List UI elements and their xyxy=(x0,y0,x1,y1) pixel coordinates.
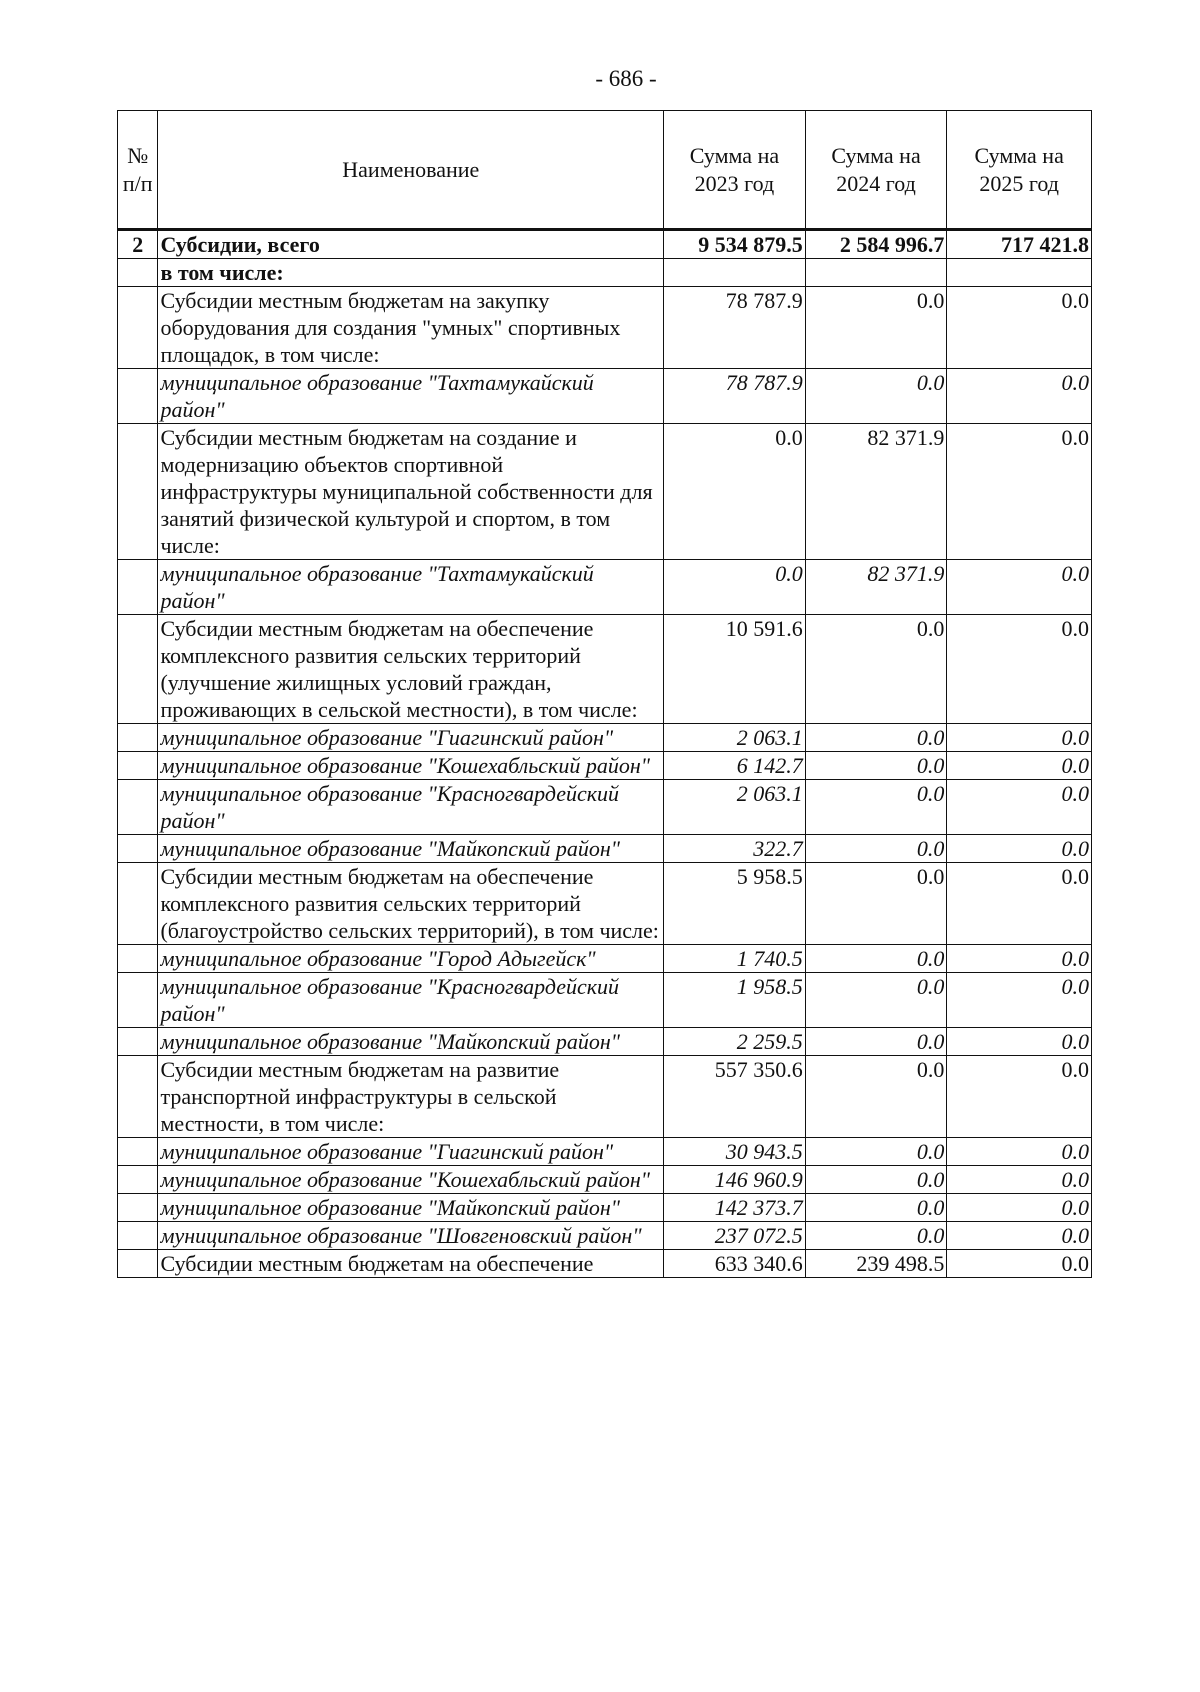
amount-2023: 78 787.9 xyxy=(664,287,806,369)
amount-2023: 2 063.1 xyxy=(664,780,806,835)
amount-2023: 557 350.6 xyxy=(664,1056,806,1138)
table-row xyxy=(118,1166,1092,1194)
row-name: муниципальное образование "Кошехабльский район" xyxy=(158,752,664,780)
amount-2023: 2 259.5 xyxy=(664,1028,806,1056)
row-name: муниципальное образование "Майкопский район" xyxy=(158,1028,664,1056)
row-number xyxy=(118,369,158,424)
amount-2025: 0.0 xyxy=(947,1028,1092,1056)
amount-2024 xyxy=(805,259,947,287)
amount-2023: 78 787.9 xyxy=(664,369,806,424)
amount-2025: 0.0 xyxy=(947,1194,1092,1222)
amount-2024: 239 498.5 xyxy=(805,1250,947,1278)
row-name: муниципальное образование "Гиагинский район" xyxy=(158,1138,664,1166)
page-number: - 686 - xyxy=(595,66,657,91)
amount-2024: 0.0 xyxy=(805,369,947,424)
amount-2025: 0.0 xyxy=(947,424,1092,560)
row-name: Субсидии местным бюджетам на обеспечение комплексного развития сельских территорий (улучшение жилищных условий граждан, проживающих в сельской местности), в том числе: xyxy=(158,615,664,724)
budget-table xyxy=(117,110,1092,1278)
header-2025 xyxy=(947,111,1092,230)
amount-2024: 0.0 xyxy=(805,287,947,369)
row-number: 2 xyxy=(118,230,158,259)
row-name: муниципальное образование "Майкопский район" xyxy=(158,1194,664,1222)
row-name: Субсидии, всего xyxy=(158,230,664,259)
header-2023 xyxy=(664,111,806,230)
table-header-row xyxy=(118,111,1092,230)
amount-2024: 0.0 xyxy=(805,835,947,863)
table-row xyxy=(118,1222,1092,1250)
header-number xyxy=(118,111,158,230)
table-row xyxy=(118,1194,1092,1222)
row-name: в том числе: xyxy=(158,259,664,287)
table-row xyxy=(118,560,1092,615)
row-number xyxy=(118,1028,158,1056)
amount-2024: 0.0 xyxy=(805,1056,947,1138)
header-2025-text: Сумма на 2025 год xyxy=(974,142,1064,196)
row-number xyxy=(118,1138,158,1166)
amount-2025: 0.0 xyxy=(947,724,1092,752)
amount-2025: 0.0 xyxy=(947,945,1092,973)
amount-2025: 717 421.8 xyxy=(947,230,1092,259)
table-row xyxy=(118,752,1092,780)
row-number xyxy=(118,835,158,863)
row-number xyxy=(118,1222,158,1250)
amount-2024: 0.0 xyxy=(805,1028,947,1056)
row-name: муниципальное образование "Гиагинский район" xyxy=(158,724,664,752)
amount-2023: 0.0 xyxy=(664,424,806,560)
amount-2023: 0.0 xyxy=(664,560,806,615)
table-row xyxy=(118,424,1092,560)
header-name xyxy=(158,111,664,230)
amount-2024: 0.0 xyxy=(805,752,947,780)
row-number xyxy=(118,863,158,945)
row-number xyxy=(118,615,158,724)
row-number xyxy=(118,1056,158,1138)
amount-2025: 0.0 xyxy=(947,560,1092,615)
amount-2025: 0.0 xyxy=(947,615,1092,724)
table-row xyxy=(118,780,1092,835)
row-name: муниципальное образование "Красногвардейский район" xyxy=(158,973,664,1028)
amount-2024: 0.0 xyxy=(805,615,947,724)
row-number xyxy=(118,560,158,615)
table-row xyxy=(118,230,1092,259)
amount-2023: 322.7 xyxy=(664,835,806,863)
row-name: Субсидии местным бюджетам на обеспечение комплексного развития сельских территорий (благоустройство сельских территорий), в том числе: xyxy=(158,863,664,945)
amount-2025 xyxy=(947,259,1092,287)
amount-2024: 0.0 xyxy=(805,863,947,945)
amount-2024: 0.0 xyxy=(805,780,947,835)
header-2024 xyxy=(805,111,947,230)
table-row xyxy=(118,945,1092,973)
table-row xyxy=(118,259,1092,287)
table-row xyxy=(118,1138,1092,1166)
row-name: муниципальное образование "Кошехабльский район" xyxy=(158,1166,664,1194)
amount-2025: 0.0 xyxy=(947,780,1092,835)
amount-2024: 0.0 xyxy=(805,724,947,752)
amount-2024: 2 584 996.7 xyxy=(805,230,947,259)
row-name: Субсидии местным бюджетам на создание и модернизацию объектов спортивной инфраструктуры муниципальной собственности для занятий физической культурой и спортом, в том числе: xyxy=(158,424,664,560)
table-row xyxy=(118,1028,1092,1056)
amount-2025: 0.0 xyxy=(947,1056,1092,1138)
table-row xyxy=(118,1250,1092,1278)
amount-2023: 6 142.7 xyxy=(664,752,806,780)
table-row xyxy=(118,615,1092,724)
row-name: муниципальное образование "Город Адыгейск" xyxy=(158,945,664,973)
amount-2024: 82 371.9 xyxy=(805,424,947,560)
row-name: Субсидии местным бюджетам на закупку оборудования для создания "умных" спортивных площадок, в том числе: xyxy=(158,287,664,369)
amount-2025: 0.0 xyxy=(947,369,1092,424)
table-row xyxy=(118,835,1092,863)
table-row xyxy=(118,287,1092,369)
row-number xyxy=(118,1250,158,1278)
amount-2025: 0.0 xyxy=(947,1250,1092,1278)
amount-2024: 0.0 xyxy=(805,1222,947,1250)
row-number xyxy=(118,752,158,780)
row-number xyxy=(118,780,158,835)
table-row xyxy=(118,1056,1092,1138)
amount-2023: 5 958.5 xyxy=(664,863,806,945)
header-2023-text: Сумма на 2023 год xyxy=(689,142,780,196)
amount-2025: 0.0 xyxy=(947,973,1092,1028)
table-body xyxy=(118,230,1092,1278)
table-row xyxy=(118,724,1092,752)
amount-2023: 1 958.5 xyxy=(664,973,806,1028)
table-row xyxy=(118,973,1092,1028)
amount-2025: 0.0 xyxy=(947,835,1092,863)
amount-2025: 0.0 xyxy=(947,1222,1092,1250)
row-number xyxy=(118,1166,158,1194)
header-name-text: Наименование xyxy=(342,156,480,182)
amount-2024: 0.0 xyxy=(805,1166,947,1194)
row-name: муниципальное образование "Тахтамукайский район" xyxy=(158,560,664,615)
amount-2023: 1 740.5 xyxy=(664,945,806,973)
row-number xyxy=(118,973,158,1028)
table-row xyxy=(118,863,1092,945)
header-2024-text: Сумма на 2024 год xyxy=(831,142,921,196)
amount-2023 xyxy=(664,259,806,287)
amount-2023: 9 534 879.5 xyxy=(664,230,806,259)
amount-2024: 82 371.9 xyxy=(805,560,947,615)
amount-2025: 0.0 xyxy=(947,1166,1092,1194)
amount-2024: 0.0 xyxy=(805,973,947,1028)
row-number xyxy=(118,259,158,287)
amount-2023: 10 591.6 xyxy=(664,615,806,724)
amount-2025: 0.0 xyxy=(947,1138,1092,1166)
amount-2023: 2 063.1 xyxy=(664,724,806,752)
amount-2024: 0.0 xyxy=(805,945,947,973)
row-number xyxy=(118,1194,158,1222)
amount-2023: 146 960.9 xyxy=(664,1166,806,1194)
amount-2025: 0.0 xyxy=(947,752,1092,780)
amount-2023: 142 373.7 xyxy=(664,1194,806,1222)
row-name: муниципальное образование "Майкопский район" xyxy=(158,835,664,863)
row-name: муниципальное образование "Шовгеновский район" xyxy=(158,1222,664,1250)
row-name: Субсидии местным бюджетам на обеспечение xyxy=(158,1250,664,1278)
row-number xyxy=(118,287,158,369)
row-name: муниципальное образование "Тахтамукайский район" xyxy=(158,369,664,424)
row-number xyxy=(118,424,158,560)
amount-2025: 0.0 xyxy=(947,287,1092,369)
amount-2023: 237 072.5 xyxy=(664,1222,806,1250)
row-name: муниципальное образование "Красногвардейский район" xyxy=(158,780,664,835)
row-number xyxy=(118,945,158,973)
amount-2023: 633 340.6 xyxy=(664,1250,806,1278)
table-row xyxy=(118,369,1092,424)
amount-2025: 0.0 xyxy=(947,863,1092,945)
amount-2024: 0.0 xyxy=(805,1194,947,1222)
amount-2023: 30 943.5 xyxy=(664,1138,806,1166)
amount-2024: 0.0 xyxy=(805,1138,947,1166)
header-number-text: № п/п xyxy=(122,142,153,196)
row-number xyxy=(118,724,158,752)
row-name: Субсидии местным бюджетам на развитие транспортной инфраструктуры в сельской местности, в том числе: xyxy=(158,1056,664,1138)
